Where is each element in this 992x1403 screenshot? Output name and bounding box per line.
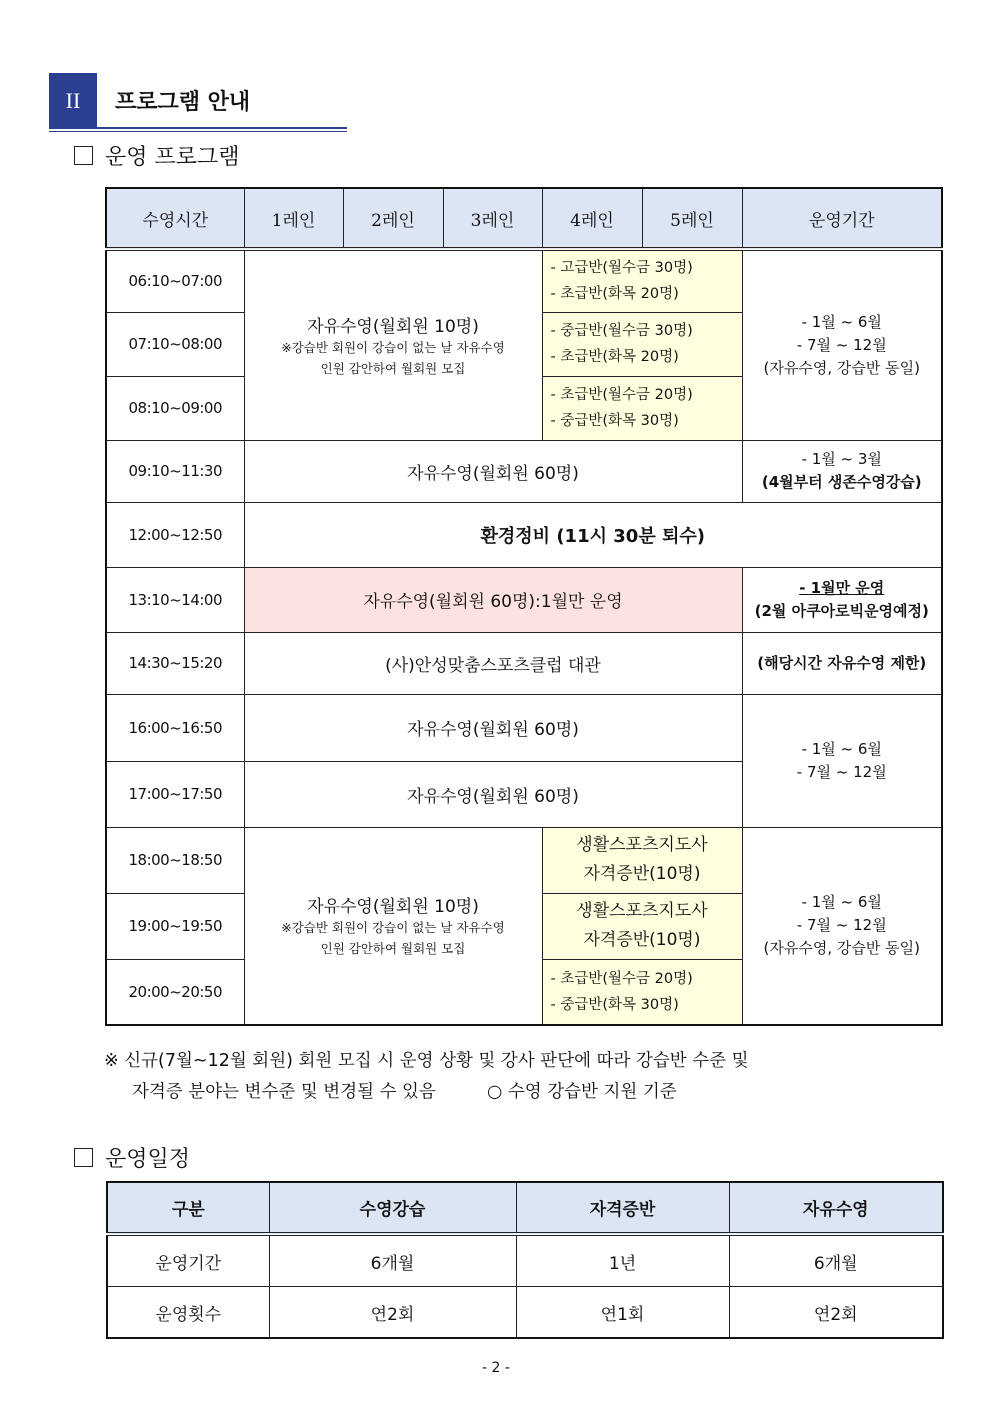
header-period: 운영기간 (742, 188, 942, 249)
footnote (104, 1046, 749, 1108)
checkbox-square-icon (74, 1148, 93, 1167)
free-swim-cell: 자유수영(월회원 60명) (244, 761, 742, 827)
schedule-cell: 연2회 (729, 1287, 943, 1339)
header-lane2: 2레인 (343, 188, 443, 249)
schedule-cell: 연2회 (269, 1287, 516, 1339)
header-time: 수영시간 (106, 188, 244, 249)
table-row (106, 827, 942, 893)
lane-class-cell (542, 959, 742, 1025)
section-header (49, 73, 347, 131)
table-row (106, 502, 942, 567)
table-row (107, 1287, 943, 1339)
header-lane4: 4레인 (542, 188, 642, 249)
section-underline (49, 127, 347, 129)
certificate-class-cell (542, 827, 742, 893)
schedule-cell: 운영기간 (107, 1234, 269, 1287)
lane-class-line: 생활스포츠지도사 (576, 901, 708, 921)
footnote-line2: 자격증 분야는 변수준 및 변경될 수 있음 (132, 1082, 436, 1102)
period-line: (자유수영, 강습반 동일) (763, 939, 920, 958)
morning-free-note1: ※강습반 회원이 강습이 없는 날 자유수영 (281, 339, 505, 355)
time-cell: 07:10~08:00 (106, 312, 244, 376)
schedule-header-row (107, 1182, 943, 1234)
lane-class-line: - 중급반(화목 30명) (550, 413, 679, 429)
schedule-heading (74, 1142, 190, 1173)
table-row (106, 249, 942, 312)
schedule-cell: 운영횟수 (107, 1287, 269, 1339)
lane-class-line: - 초급반(화목 20명) (550, 286, 679, 303)
time-cell: 14:30~15:20 (106, 632, 244, 694)
table-row (106, 440, 942, 502)
evening-free-note2: 인원 감안하여 월회원 모집 (320, 941, 466, 957)
lane-class-line: - 초급반(화목 20명) (550, 349, 679, 365)
lane-class-line: - 중급반(화목 30명) (550, 996, 679, 1013)
period-cell (742, 567, 942, 632)
program-heading-text: 운영 프로그램 (105, 145, 240, 170)
period-line: - 1월 ~ 6월 (801, 739, 882, 758)
january-free-swim-cell: 자유수영(월회원 60명):1월만 운영 (244, 567, 742, 632)
period-line: - 1월 ~ 6월 (801, 893, 882, 912)
period-cell (742, 440, 942, 502)
section-number: II (49, 73, 97, 129)
period-cell (742, 249, 942, 440)
evening-free-swim-cell (244, 827, 542, 1025)
lane-class-line: 자격증반(10명) (583, 930, 701, 950)
time-cell: 16:00~16:50 (106, 694, 244, 761)
morning-free-main: 자유수영(월회원 10명) (307, 316, 479, 337)
header-lane1: 1레인 (244, 188, 343, 249)
footnote-support-criteria: ○ 수영 강습반 지원 기준 (487, 1082, 677, 1102)
evening-free-main: 자유수영(월회원 10명) (307, 897, 479, 918)
schedule-cell: 6개월 (269, 1234, 516, 1287)
schedule-header: 자격증반 (516, 1182, 729, 1234)
lane-class-cell (542, 312, 742, 376)
section-title: 프로그램 안내 (115, 90, 251, 115)
lane-class-line: 자격증반(10명) (583, 864, 701, 884)
time-cell: 17:00~17:50 (106, 761, 244, 827)
time-cell: 12:00~12:50 (106, 502, 244, 567)
period-line: - 7월 ~ 12월 (796, 762, 887, 781)
free-swim-cell: 자유수영(월회원 60명) (244, 694, 742, 761)
period-line: - 1월만 운영 (799, 578, 885, 597)
schedule-heading-text: 운영일정 (105, 1147, 191, 1172)
time-cell: 13:10~14:00 (106, 567, 244, 632)
program-heading (74, 140, 240, 171)
table-row (106, 567, 942, 632)
schedule-header: 자유수영 (729, 1182, 943, 1234)
lane-class-line: - 중급반(월수금 30명) (550, 323, 693, 339)
period-line: (2월 아쿠아로빅운영예정) (754, 601, 929, 620)
time-cell: 09:10~11:30 (106, 440, 244, 502)
morning-free-note2: 인원 감안하여 월회원 모집 (320, 360, 466, 376)
schedule-cell: 1년 (516, 1234, 729, 1287)
table-row (106, 694, 942, 761)
period-line: - 7월 ~ 12월 (796, 335, 887, 354)
checkbox-square-icon (74, 146, 93, 165)
program-table (105, 187, 943, 1026)
lane-class-cell (542, 376, 742, 440)
morning-free-swim-cell (244, 249, 542, 440)
lane-class-line: - 초급반(월수금 20명) (550, 970, 693, 987)
header-lane3: 3레인 (443, 188, 542, 249)
period-line: - 1월 ~ 3월 (801, 450, 882, 468)
lane-class-line: - 초급반(월수금 20명) (550, 387, 693, 403)
table-row (107, 1234, 943, 1287)
lane-class-line: - 고급반(월수금 30명) (550, 260, 693, 277)
schedule-cell: 6개월 (729, 1234, 943, 1287)
page-number: - 2 - (482, 1360, 510, 1376)
time-cell: 18:00~18:50 (106, 827, 244, 893)
maintenance-cell: 환경정비 (11시 30분 퇴수) (244, 502, 942, 567)
evening-free-note1: ※강습반 회원이 강습이 없는 날 자유수영 (281, 920, 505, 936)
period-line: - 1월 ~ 6월 (801, 312, 882, 331)
schedule-table (106, 1181, 944, 1339)
period-cell (742, 694, 942, 827)
certificate-class-cell (542, 893, 742, 959)
time-cell: 20:00~20:50 (106, 959, 244, 1025)
period-line: - 7월 ~ 12월 (796, 916, 887, 935)
period-cell: (해당시간 자유수영 제한) (742, 632, 942, 694)
lane-class-line: 생활스포츠지도사 (576, 835, 708, 855)
header-lane5: 5레인 (642, 188, 742, 249)
footnote-line1: ※ 신규(7월~12월 회원) 회원 모집 시 운영 상황 및 강사 판단에 따라 강습반 수준 및 (104, 1051, 749, 1071)
program-header-row (106, 188, 942, 249)
period-cell (742, 827, 942, 1025)
time-cell: 08:10~09:00 (106, 376, 244, 440)
rental-cell: (사)안성맞춤스포츠클럽 대관 (244, 632, 742, 694)
period-line: (4월부터 생존수영강습) (761, 473, 922, 491)
time-cell: 19:00~19:50 (106, 893, 244, 959)
schedule-cell: 연1회 (516, 1287, 729, 1339)
schedule-header: 수영강습 (269, 1182, 516, 1234)
schedule-header: 구분 (107, 1182, 269, 1234)
free-swim-cell: 자유수영(월회원 60명) (244, 440, 742, 502)
section-underline-thin (49, 131, 347, 132)
time-cell: 06:10~07:00 (106, 249, 244, 312)
table-row (106, 632, 942, 694)
lane-class-cell (542, 249, 742, 312)
period-line: (자유수영, 강습반 동일) (763, 358, 920, 377)
